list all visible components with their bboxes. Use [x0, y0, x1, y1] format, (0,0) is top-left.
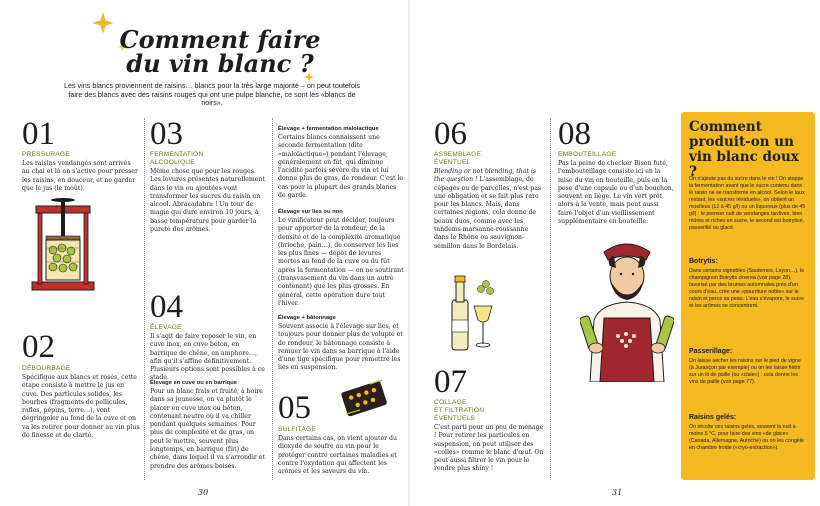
- subheading-batonnage: Élevage + bâtonnage: [278, 315, 336, 321]
- wine-bottle-illustration: [440, 272, 498, 352]
- step-title-collage: COLLAGE ET FILTRATION ÉVENTUELS: [434, 399, 485, 422]
- step-text-fermentation: Même chose que pour les rouges. Les levures présentes naturellement dans le vin ou ajoutées vont transformer les sucres du raisin en alcool. Abracadabra ! Un tour de magie qui dure environ 10 jours, à basse température pour garder la pureté des arômes.: [150, 168, 265, 234]
- page-number-right: 31: [612, 488, 623, 497]
- subheading-malolactique: Élevage + fermentation malolactique: [278, 126, 379, 132]
- step-title-assemblage: ASSEMBLAGE ÉVENTUEL: [434, 151, 482, 166]
- sidebar-heading-botrytis: Botrytis:: [689, 258, 718, 265]
- text-batonnage: Souvent associé à l'élevage sur lies, et toujours pour donner plus de volupté et de rondeur, le bâtonnage consiste à remuer le vin dans sa barrique à l'aide d'une tige spécifique pour remettre les lies en suspension.: [278, 323, 403, 372]
- step-title-debourbage: DÉBOURBAGE: [22, 365, 71, 372]
- step-text-sulfitage: Dans certains cas, on vient ajouter du dioxyde de soufre au vin pour le protéger contre certaines maladies et contre l'oxydation qui affectent les arômes et les saveurs du vin.: [278, 435, 397, 476]
- wine-press-illustration: [28, 198, 98, 294]
- step-text-elevage: Il s'agit de faire reposer le vin, en cuve inox, en cuve béton, en barrique de chêne, en amphore…, afin qu'il s'affine définitivement. Plusieurs options sont possibles à ce stade.: [150, 333, 265, 382]
- right-page: [410, 0, 820, 506]
- title-line-2: du vin blanc ?: [126, 49, 314, 78]
- step-number-06: 06: [434, 118, 467, 151]
- step-text-pressurage: Les raisins vendangés sont arrivés au chai et là on s'active pour presser les raisins, en douceur, et ne garder que le jus (le moût).: [22, 160, 138, 192]
- step-text-assemblage: Blending or not blending, that is the question ! L'assemblage, de cépages ou de parcelles, n'est pas une obligation et se fait plus rare pour les blancs. Mais, dans certaines régions, cela donne de beaux duos, comme avec les tandems marsanne-roussanne dans le Rhône ou sauvignon-sémillon dans le Bordelais.: [434, 168, 542, 250]
- sidebar-text-botrytis: Dans certains vignobles (Sauternes, Layon…), le champignon Botrytis cinerea (voir page 28), favorisé par des brumes automnales près d'un cours d'eau, crée une «pourriture noble» sur le raisin et perce sa peau. L'eau s'évapore, le sucre et les arômes se concentrent.: [689, 268, 805, 309]
- step-number-05: 05: [278, 392, 311, 425]
- sidebar-text-raisins-geles: On récolte ces raisins gelés, souvent la nuit à moins 5 °C, pour faire des vins «de glace» (Canada, Allemagne, Autriche) ou on les congèle en chambre froide («cryo-extraction»).: [689, 424, 804, 451]
- step-number-02: 02: [22, 331, 55, 364]
- step-text-collage: C'est parti pour un peu de ménage ! Pour retirer les particules en suspension, on peut utiliser des «colles» comme le blanc d'œuf. On peut aussi filtrer le vin pour le rendre plus shiny !: [434, 424, 544, 473]
- sidebar-title: Comment produit-on un vin blanc doux ?: [689, 119, 799, 180]
- page-title: [100, 25, 340, 78]
- column-divider: [144, 118, 145, 480]
- winemaker-illustration: [580, 238, 674, 382]
- text-malolactique: Certains blancs connaissent une seconde fermentation (dite «malolactique») pendant l'élevage, généralement en fût, qui diminue l'acidité parfois sévère du vin et lui donne plus de gras, de rondeur. C'est le cas pour la plupart des grands blancs de garde.: [278, 134, 404, 200]
- step-text-debourbage: Spécifique aux blancs et rosés, cette étape consiste à mettre le jus en cuve. Des particules solides, les bourbes (fragments de pellicules, rafles, pépins, terre…), vont dégringoler au fond de la cuve et on va les retirer pour donner au vin plus de finesse et de clarté.: [22, 374, 140, 440]
- step-number-07: 07: [434, 366, 467, 399]
- step-number-08: 08: [558, 118, 591, 151]
- sidebar-heading-raisins-geles: Raisins gelés:: [689, 414, 737, 421]
- step-title-elevage: ÉLEVAGE: [150, 324, 182, 331]
- intro-text: Les vins blancs proviennent de raisins… blancs pour la très large majorité – on peut toutefois faire des blancs avec des raisins rouges qui ont une pulpe blanche, ce sont les «blancs de noirs».: [63, 81, 361, 108]
- step-title-pressurage: PRESSURAGE: [22, 151, 70, 158]
- step-number-04: 04: [150, 291, 183, 324]
- text-lies: Le vinificateur peut décider, toujours pour apporter de la rondeur, de la densité et de la complexité aromatique (brioche, pain…), de conserver les lies les plus fines — dépôt de levures mortes au fond de la cuve ou du fût après la fermentation — en ne soutirant (transvasement du vin dans un autre contenant) que les plus grosses. En général, cette opération dure tout l'hiver.: [278, 217, 404, 307]
- step-number-03: 03: [150, 118, 183, 151]
- subheading-lies: Élevage sur lies ou non: [278, 209, 343, 215]
- sulfite-box-illustration: [340, 378, 392, 418]
- step-number-01: 01: [22, 118, 55, 151]
- subheading-cuve-barrique: Élevage en cuve ou en barrique: [150, 380, 237, 386]
- sidebar-heading-passerillage: Passerillage:: [689, 348, 733, 355]
- step-title-sulfitage: SULFITAGE: [278, 426, 316, 433]
- step-title-fermentation: FERMENTATION ALCOOLIQUE: [150, 151, 204, 166]
- sidebar-intro: On n'ajoute pas du sucre dans le vin ! On stoppe la fermentation avant que le sucre contenu dans le raisin ne se transforme en alcool. Selon le taux restant, les «sucres résiduels», on obtient un moelleux (12 à 45 g/l) ou un liquoreux (plus de 45 g/l) : le premier naît de vendanges tardives, bien mûres et riches en sucre, le second est botrytisé, passerillé ou glacé.: [689, 176, 806, 231]
- column-divider: [550, 118, 551, 480]
- step-title-embouteillage: EMBOUTEILLAGE: [558, 151, 617, 158]
- text-cuve-barrique: Pour un blanc frais et fruité, à boire dans sa jeunesse, on va plutôt le placer en cuve inox ou béton, contenant neutre où il va chiller pendant quelques semaines. Pour plus de complexité et de gras, on peut le mettre, souvent plus longtemps, en barrique (fût) de chêne, dans lequel il va s'arrondir et prendre des arômes boisés.: [150, 388, 265, 470]
- column-divider: [272, 118, 273, 480]
- sweet-wine-sidebar: [681, 112, 815, 480]
- step-text-embouteillage: Pas la peine de checker Bison futé, l'embouteillage consiste ici en la mise du vin en bouteille, puis en la pose d'une capsule ou d'un bouchon, souvent en liège. Le vin vert prêt alors à la vente, mais peut aussi faire l'objet d'un vieillissement supplémentaire en bouteille.: [558, 160, 674, 226]
- title-line-1: Comment faire: [119, 25, 321, 54]
- sidebar-text-passerillage: On laisse sécher les raisins sur le pied de vigne (à Jurançon par exemple) ou on les laisse flétrir sur un lit de paille (ou «claie») : cela donne les vins de paille (voir page 77).: [689, 358, 801, 385]
- page-number-left: 30: [198, 488, 209, 497]
